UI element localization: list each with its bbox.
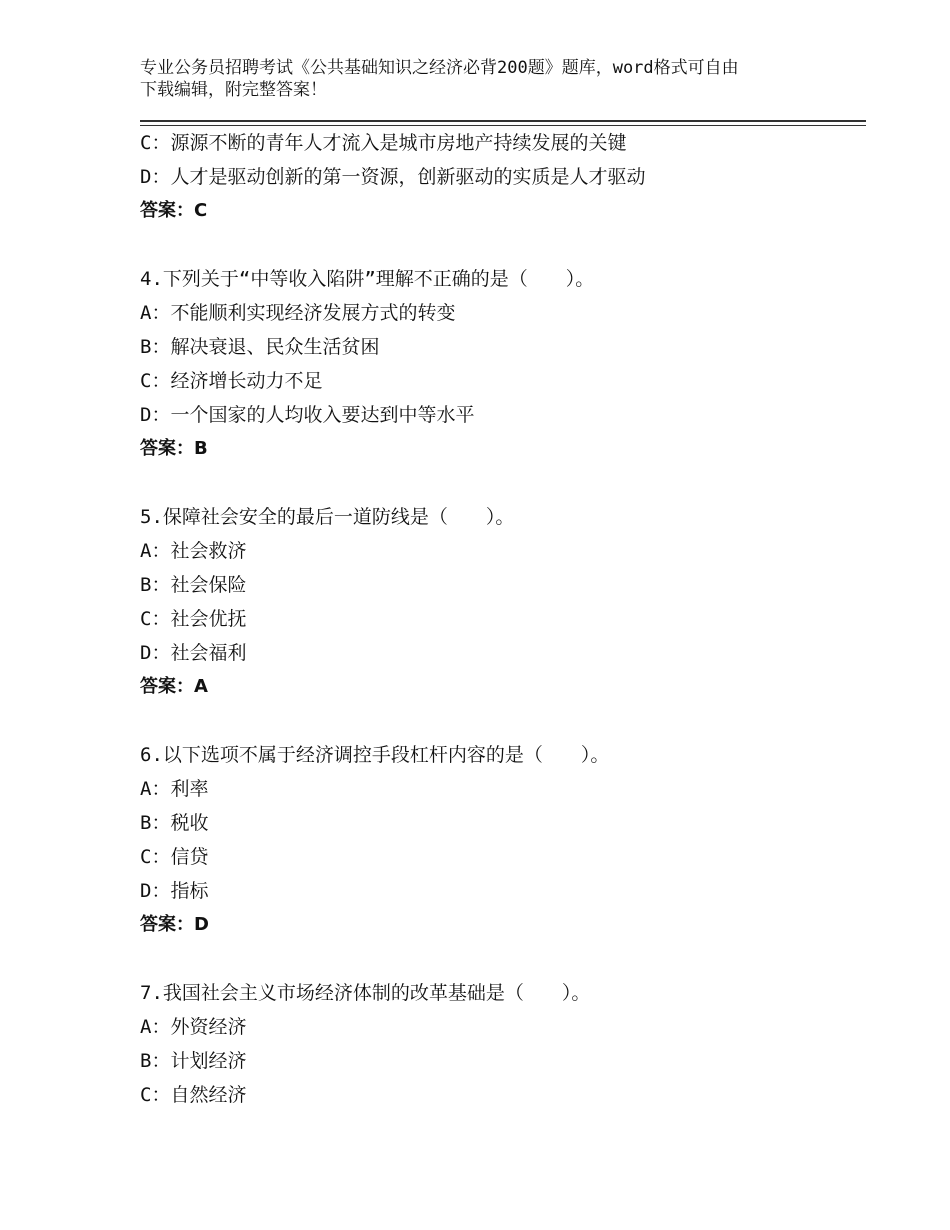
option-c: C：自然经济 [140,1084,247,1106]
option-b: B：税收 [140,812,209,834]
question-text: 6.以下选项不属于经济调控手段杠杆内容的是（ ）。 [140,744,610,766]
option-d: D：指标 [140,880,209,902]
question-block-3 [140,126,880,228]
option-c: C：源源不断的青年人才流入是城市房地产持续发展的关键 [140,132,627,154]
question-block-7 [140,976,880,1112]
option-c: C：经济增长动力不足 [140,370,323,392]
question-list [140,126,880,1112]
option-d: D：人才是驱动创新的第一资源，创新驱动的实质是人才驱动 [140,166,646,188]
answer-label: 答案：C [140,200,208,221]
answer-label: 答案：A [140,676,208,697]
option-b: B：解决衰退、民众生活贫困 [140,336,380,358]
answer-label: 答案：D [140,914,209,935]
option-d: D：一个国家的人均收入要达到中等水平 [140,404,475,426]
question-block-6 [140,738,880,942]
question-text: 5.保障社会安全的最后一道防线是（ ）。 [140,506,515,528]
option-a: A：社会救济 [140,540,247,562]
option-b: B：社会保险 [140,574,247,596]
option-d: D：社会福利 [140,642,247,664]
option-b: B：计划经济 [140,1050,247,1072]
header-line-1: 专业公务员招聘考试《公共基础知识之经济必背200题》题库，word格式可自由 [140,58,739,78]
question-block-4 [140,262,880,466]
option-c: C：社会优抚 [140,608,247,630]
question-text: 7.我国社会主义市场经济体制的改革基础是（ ）。 [140,982,591,1004]
answer-label: 答案：B [140,438,208,459]
option-a: A：外资经济 [140,1016,247,1038]
header-divider-thick [140,120,866,122]
header-line-2: 下载编辑，附完整答案！ [140,80,327,100]
option-a: A：利率 [140,778,209,800]
question-block-5 [140,500,880,704]
question-text: 4.下列关于“中等收入陷阱”理解不正确的是（ ）。 [140,268,595,290]
page-header [140,57,820,101]
option-c: C：信贷 [140,846,209,868]
option-a: A：不能顺利实现经济发展方式的转变 [140,302,456,324]
